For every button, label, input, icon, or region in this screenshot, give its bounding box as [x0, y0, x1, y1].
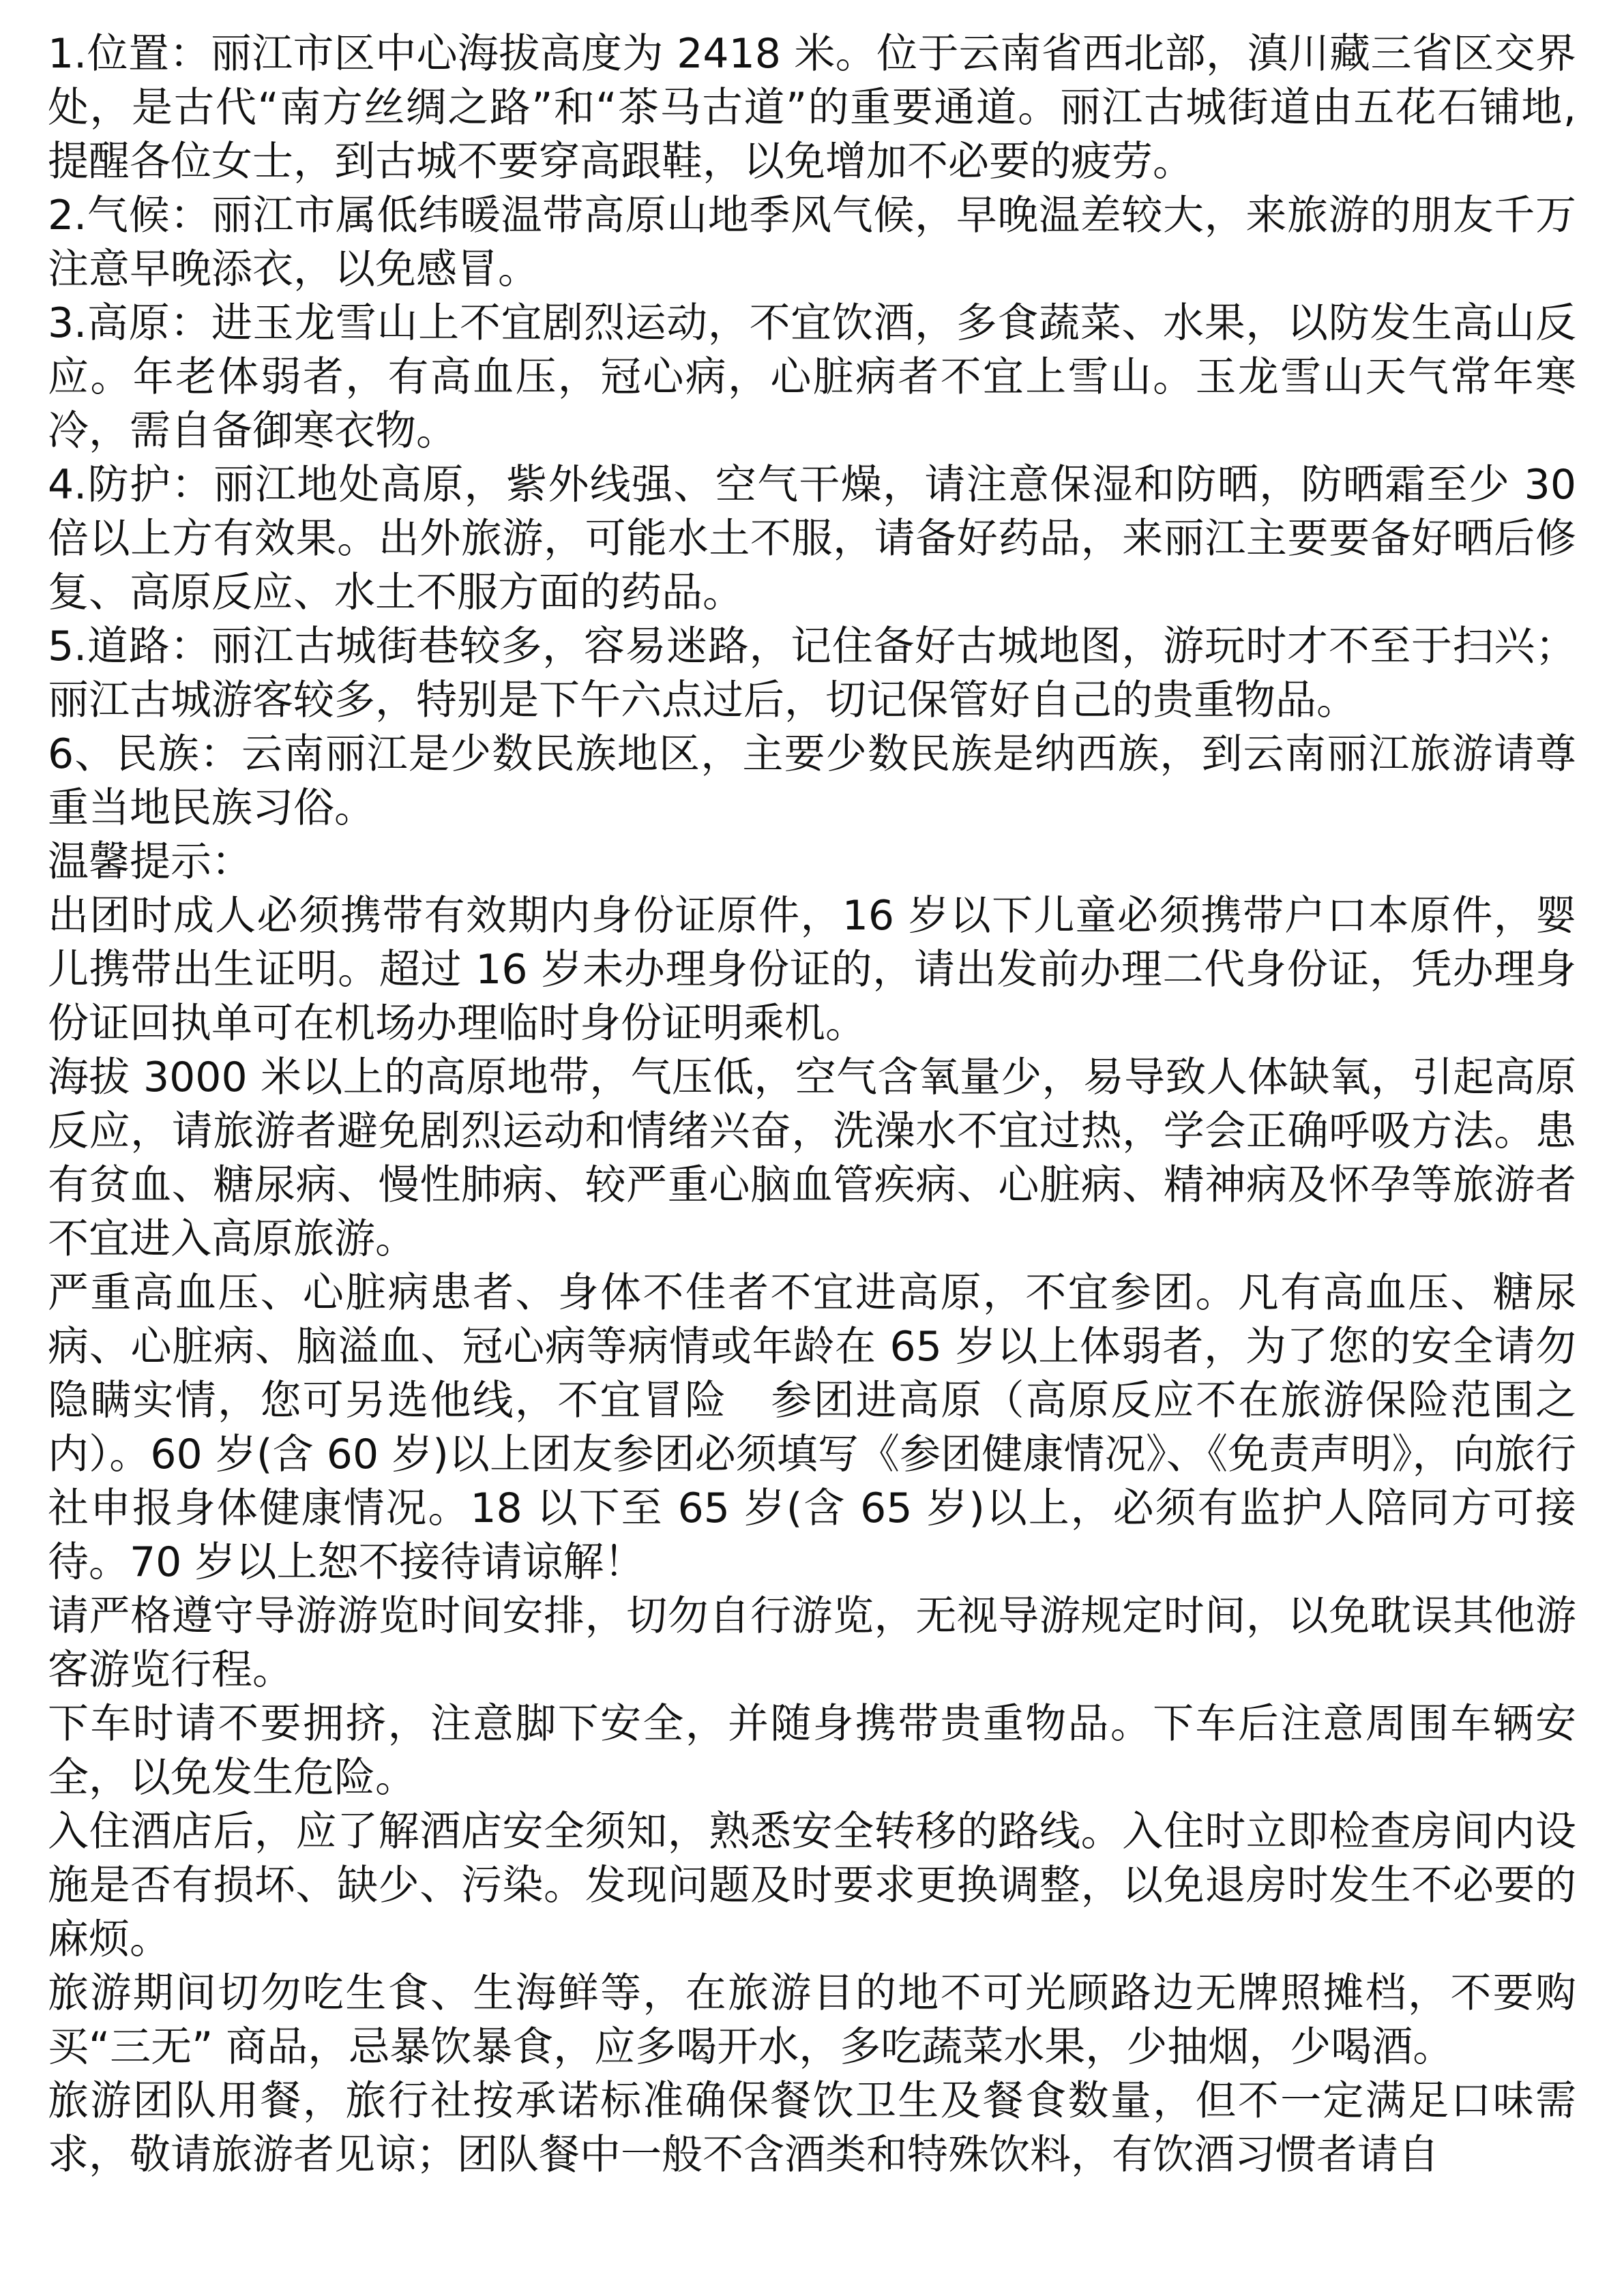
paragraph-protection: 4.防护：丽江地处高原，紫外线强、空气干燥，请注意保湿和防晒，防晒霜至少 30 倍以上方有效果。出外旅游，可能水土不服，请备好药品，来丽江主要要备好晒后修复、高原反应、水土不服方面的药品。: [48, 461, 1603, 616]
paragraph-plateau: 3.高原：进玉龙雪山上不宜剧烈运动，不宜饮酒，多食蔬菜、水果，以防发生高山反应。年老体弱者，有高血压，冠心病，心脏病者不宜上雪山。玉龙雪山天气常年寒冷，需自备御寒衣物。: [48, 299, 1576, 455]
paragraph-id-documents: 出团时成人必须携带有效期内身份证原件，16 岁以下儿童必须携带户口本原件，婴儿携带出生证明。超过 16 岁未办理身份证的，请出发前办理二代身份证，凭办理身份证回执单可在机场办理临时身份证明乘机。: [48, 892, 1576, 1047]
paragraph-location: 1.位置：丽江市区中心海拔高度为 2418 米。位于云南省西北部，滇川藏三省区交界处，是古代“南方丝绸之路”和“茶马古道”的重要通道。丽江古城街道由五花石铺地,提醒各位女士，到古城不要穿高跟鞋，以免增加不必要的疲劳。: [48, 30, 1576, 185]
paragraph-climate: 2.气候：丽江市属低纬暖温带高原山地季风气候，早晚温差较大，来旅游的朋友千万注意早晚添衣，以免感冒。: [48, 192, 1576, 293]
paragraph-bus-safety: 下车时请不要拥挤，注意脚下安全，并随身携带贵重物品。下车后注意周围车辆安全，以免发生危险。: [48, 1700, 1576, 1802]
paragraph-roads: 5.道路：丽江古城街巷较多，容易迷路，记住备好古城地图，游玩时才不至于扫兴；丽江古城游客较多，特别是下午六点过后，切记保管好自己的贵重物品。: [48, 623, 1576, 724]
paragraph-food-safety: 旅游期间切勿吃生食、生海鲜等，在旅游目的地不可光顾路边无牌照摊档，不要购买“三无” 商品，忌暴饮暴食，应多喝开水，多吃蔬菜水果，少抽烟，少喝酒。: [48, 1969, 1576, 2071]
section-heading-tips: 温馨提示：: [48, 838, 252, 886]
paragraph-ethnicity: 6、民族：云南丽江是少数民族地区，主要少数民族是纳西族，到云南丽江旅游请尊重当地民族习俗。: [48, 730, 1576, 832]
paragraph-altitude: 海拔 3000 米以上的高原地带，气压低，空气含氧量少，易导致人体缺氧，引起高原反应，请旅游者避免剧烈运动和情绪兴奋，洗澡水不宜过热，学会正确呼吸方法。患有贫血、糖尿病、慢性肺病、较严重心脑血管疾病、心脏病、精神病及怀孕等旅游者不宜进入高原旅游。: [48, 1054, 1576, 1263]
paragraph-group-meals: 旅游团队用餐，旅行社按承诺标准确保餐饮卫生及餐食数量，但不一定满足口味需求，敬请旅游者见谅；团队餐中一般不含酒类和特殊饮料，有饮酒习惯者请自: [48, 2077, 1576, 2179]
paragraph-guide-schedule: 请严格遵守导游游览时间安排，切勿自行游览，无视导游规定时间，以免耽误其他游客游览行程。: [48, 1592, 1576, 1694]
paragraph-hotel: 入住酒店后，应了解酒店安全须知，熟悉安全转移的路线。入住时立即检查房间内设施是否有损坏、缺少、污染。发现问题及时要求更换调整，以免退房时发生不必要的麻烦。: [48, 1808, 1576, 1963]
paragraph-health-restrictions: 严重高血压、心脏病患者、身体不佳者不宜进高原，不宜参团。凡有高血压、糖尿病、心脏病、脑溢血、冠心病等病情或年龄在 65 岁以上体弱者，为了您的安全请勿隐瞒实情，您可另选他线，不宜冒险 参团进高原（高原反应不在旅游保险范围之内）。60 岁(含 60 岁)以上团友参团必须填写《参团健康情况》、《免责声明》，向旅行社申报身体健康情况。18 以下至 65 岁(含 65 岁)以上，必须有监护人陪同方可接待。70 岁以上恕不接待请谅解！: [48, 1269, 1576, 1586]
